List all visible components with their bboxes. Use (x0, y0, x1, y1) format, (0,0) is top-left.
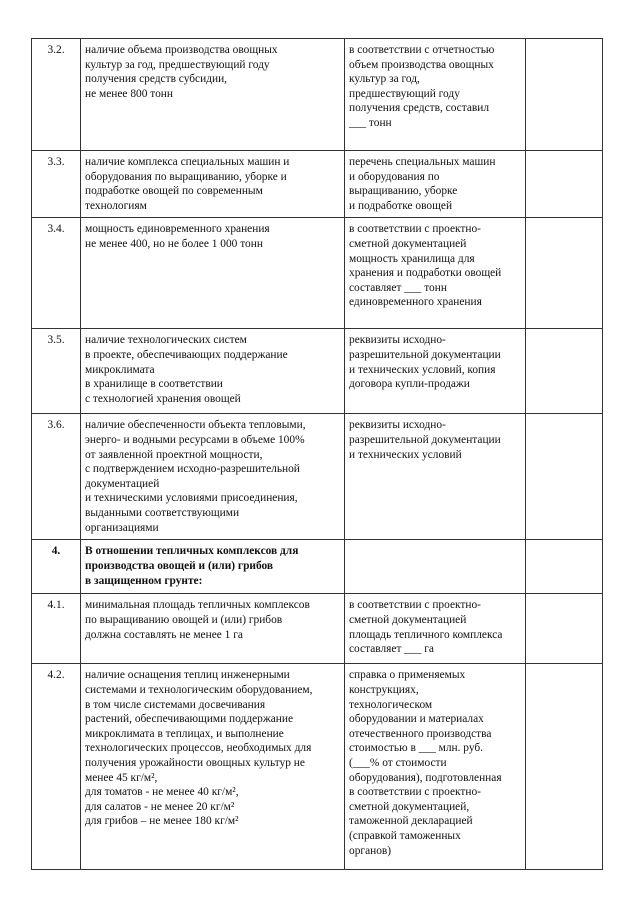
requirement-line: наличие объема производства овощных (85, 44, 278, 56)
document-line: выращиванию, уборке (349, 185, 458, 198)
requirement-line: для томатов - не менее 40 кг/м², (85, 786, 239, 799)
row-number: 4.2. (32, 664, 81, 870)
document-line: культур за год, (349, 73, 420, 86)
requirement-line: по выращиванию овощей и (или) грибов (85, 613, 283, 626)
document-line: органов) (349, 844, 392, 857)
document-line: и технических условий (349, 448, 462, 461)
document-line: сметной документацией (349, 613, 467, 626)
requirement-line: системами и технологическим оборудованием, (85, 683, 313, 696)
requirement-cell (81, 218, 345, 329)
empty-cell (526, 540, 603, 594)
row-number: 3.2. (32, 39, 81, 151)
requirements-table (31, 38, 603, 870)
requirement-line: наличие технологических систем (85, 334, 247, 347)
document-line: в соответствии с проектно- (349, 599, 481, 612)
document-line: площадь тепличного комплекса (349, 628, 503, 641)
requirement-line: в проекте, обеспечивающих поддержание (85, 348, 288, 361)
document-line: сметной документацией, (349, 800, 470, 813)
document-line: мощность хранилища для (349, 252, 475, 265)
requirement-line: не менее 400, но не более 1 000 тонн (85, 237, 263, 250)
requirement-cell (81, 151, 345, 218)
document-line: разрешительной документации (349, 433, 501, 446)
requirement-line: не менее 800 тонн (85, 87, 173, 100)
document-line: оборудования), подготовленная (349, 771, 502, 784)
document-line: реквизиты исходно- (349, 334, 446, 347)
document-line: составляет ___ тонн (349, 281, 447, 294)
document-line: и подработке овощей (349, 199, 453, 212)
table-row (32, 594, 603, 664)
requirement-cell (81, 540, 345, 594)
requirement-line: В отношении тепличных комплексов для (85, 545, 299, 558)
requirement-line: растений, обеспечивающими поддержание (85, 713, 294, 726)
document-line: технологическом (349, 698, 433, 711)
table-row (32, 218, 603, 329)
empty-cell (526, 218, 603, 329)
requirement-line: производства овощей и (или) грибов (85, 559, 274, 572)
empty-cell (526, 594, 603, 664)
document-line: оборудовании и материалах (349, 713, 484, 726)
document-line: (справкой таможенных (349, 829, 461, 842)
requirement-line: наличие обеспеченности объекта тепловыми, (85, 419, 306, 432)
requirement-cell (81, 414, 345, 540)
document-line: сметной документацией (349, 237, 467, 250)
table-row (32, 151, 603, 218)
requirement-line: оборудования по выращиванию, уборке и (85, 170, 287, 183)
empty-cell (526, 39, 603, 151)
empty-cell (526, 414, 603, 540)
requirement-line: менее 45 кг/м², (85, 771, 158, 784)
document-line: в соответствии с проектно- (349, 223, 481, 236)
document-line: получения средств, составил (349, 102, 490, 115)
row-number: 3.6. (32, 414, 81, 540)
requirement-line: технологиям (85, 199, 147, 212)
row-number: 3.4. (32, 218, 81, 329)
document-line: договора купли-продажи (349, 378, 470, 391)
document-line: предшествующий году (349, 87, 460, 100)
requirement-line: с технологией хранения овощей (85, 392, 241, 405)
requirements-table-body (32, 39, 603, 870)
row-number: 3.3. (32, 151, 81, 218)
document-cell (345, 594, 526, 664)
requirement-line: наличие комплекса специальных машин и (85, 156, 290, 168)
empty-cell (526, 329, 603, 414)
requirement-cell (81, 329, 345, 414)
document-line: (___% от стоимости (349, 756, 447, 769)
row-number: 3.5. (32, 329, 81, 414)
requirement-line: получения средств субсидии, (85, 73, 228, 86)
requirement-line: минимальная площадь тепличных комплексов (85, 599, 310, 612)
requirement-line: наличие оснащения теплиц инженерными (85, 669, 290, 682)
requirement-line: в хранилище в соответствии (85, 378, 223, 391)
row-number: 4.1. (32, 594, 81, 664)
document-line: ___ тонн (349, 116, 392, 129)
document-line: и технических условий, копия (349, 363, 496, 376)
document-cell (345, 39, 526, 151)
document-line: конструкциях, (349, 683, 419, 696)
table-row (32, 39, 603, 151)
document-cell (345, 540, 526, 594)
requirement-line: в том числе системами досвечивания (85, 698, 266, 711)
document-line: в соответствии с проектно- (349, 786, 481, 799)
requirement-line: для грибов – не менее 180 кг/м² (85, 815, 239, 828)
requirement-line: организациями (85, 521, 159, 534)
document-line: разрешительной документации (349, 348, 501, 361)
document-line: отечественного производства (349, 727, 492, 740)
requirement-line: от заявленной проектной мощности, (85, 448, 263, 461)
requirement-cell (81, 39, 345, 151)
requirement-line: получения урожайности овощных культур не (85, 756, 305, 769)
empty-cell (526, 664, 603, 870)
requirement-line: документацией (85, 477, 160, 490)
requirement-line: с подтверждением исходно-разрешительной (85, 463, 300, 476)
document-cell (345, 218, 526, 329)
document-line: объем производства овощных (349, 58, 494, 71)
requirement-line: выданными соответствующими (85, 506, 240, 519)
requirement-line: подработке овощей по современным (85, 185, 263, 198)
table-row (32, 414, 603, 540)
table-row (32, 540, 603, 594)
requirement-cell (81, 594, 345, 664)
requirement-line: культур за год, предшествующий году (85, 58, 270, 71)
empty-cell (526, 151, 603, 218)
requirement-line: для салатов - не менее 20 кг/м² (85, 800, 235, 813)
document-line: стоимостью в ___ млн. руб. (349, 742, 484, 755)
document-line: составляет ___ га (349, 643, 434, 656)
document-line: справка о применяемых (349, 669, 466, 682)
document-cell (345, 151, 526, 218)
document-cell (345, 414, 526, 540)
requirement-line: в защищенном грунте: (85, 574, 203, 587)
document-line: хранения и подработки овощей (349, 267, 502, 280)
document-line: перечень специальных машин (349, 156, 496, 168)
requirement-line: энерго- и водными ресурсами в объеме 100% (85, 433, 305, 446)
document-line: в соответствии с отчетностью (349, 44, 495, 56)
requirement-line: микроклимата в теплицах, и выполнение (85, 727, 284, 740)
row-number: 4. (32, 540, 81, 594)
document-line: таможенной декларацией (349, 815, 473, 828)
requirement-line: технологических процессов, необходимых для (85, 742, 312, 755)
table-row (32, 329, 603, 414)
table-row (32, 664, 603, 870)
document-line: единовременного хранения (349, 296, 482, 309)
requirement-line: микроклимата (85, 363, 155, 376)
document-cell (345, 329, 526, 414)
requirement-line: и техническими условиями присоединения, (85, 492, 298, 505)
requirement-line: должна составлять не менее 1 га (85, 628, 243, 641)
document-line: и оборудования по (349, 170, 440, 183)
document-cell (345, 664, 526, 870)
requirement-line: мощность единовременного хранения (85, 223, 270, 236)
requirement-cell (81, 664, 345, 870)
document-line: реквизиты исходно- (349, 419, 446, 432)
